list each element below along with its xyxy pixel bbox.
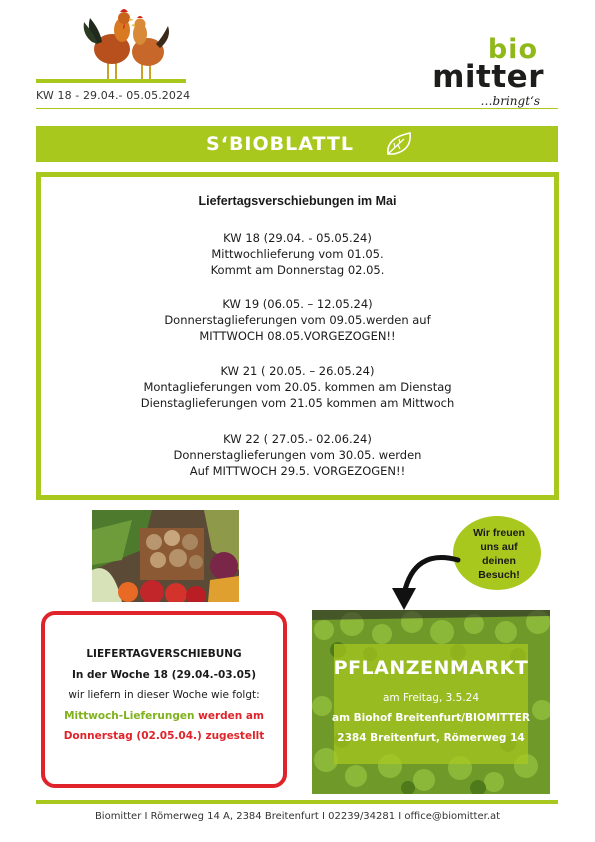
page-title: S‘BIOBLATTL [206, 133, 354, 155]
week-block-line: Auf MITTWOCH 29.5. VORGEZOGEN!! [189, 464, 406, 478]
week-block-line: Donnerstaglieferungen vom 09.05.werden auf [164, 313, 431, 327]
plant-market-address: 2384 Breitenfurt, Römerweg 14 [337, 732, 525, 744]
plant-market-title: PFLANZENMARKT [333, 657, 529, 679]
week-range-label: KW 18 - 29.04.- 05.05.2024 [36, 89, 191, 102]
plant-market-place: am Biohof Breitenfurt/BIOMITTER [331, 712, 531, 724]
week-block-line: KW 19 (06.05. – 12.05.24) [222, 297, 373, 311]
week-block-line: KW 21 ( 20.05. – 26.05.24) [220, 364, 375, 378]
logo-bio-text: bio [487, 34, 538, 65]
week-block-line: Donnerstaglieferungen vom 30.05. werden [173, 448, 422, 462]
plant-market-panel [312, 610, 550, 794]
notice-intro: wir liefern in dieser Woche wie folgt: [68, 689, 260, 701]
footer-divider [36, 800, 558, 804]
notice-green-text: Mittwoch-Lieferungen [64, 709, 195, 722]
speech-line: Wir freuen [473, 527, 525, 539]
speech-line: deinen [482, 555, 516, 567]
week-block [41, 230, 554, 278]
week-block-line: Montaglieferungen vom 20.05. kommen am Dienstag [143, 380, 452, 394]
week-block-line: KW 18 (29.04. - 05.05.24) [223, 231, 372, 245]
week-block-line: Dienstaglieferungen vom 21.05 kommen am Mittwoch [140, 396, 455, 410]
week-block [41, 363, 554, 411]
roosters-image [78, 4, 174, 82]
header-accent-line [36, 79, 186, 83]
week-block-line: Kommt am Donnerstag 02.05. [210, 263, 385, 277]
leaf-icon [384, 130, 414, 158]
week-block-line: MITTWOCH 08.05.VORGEZOGEN!! [199, 329, 396, 343]
notice-red-text: werden am [194, 709, 264, 722]
week-block-line: Mittwochlieferung vom 01.05. [211, 247, 384, 261]
speech-bubble-text [451, 526, 547, 582]
plant-market-date: am Freitag, 3.5.24 [382, 692, 480, 704]
footer-contact: Biomitter I Römerweg 14 A, 2384 Breitenfurt I 02239/34281 I office@biomitter.at [94, 811, 501, 822]
delivery-notice-box [41, 611, 287, 788]
notice-week: In der Woche 18 (29.04.-03.05) [71, 668, 257, 681]
speech-line: uns auf [480, 541, 518, 553]
week-block-line: KW 22 ( 27.05.- 02.06.24) [223, 432, 372, 446]
week-block [41, 296, 554, 344]
speech-bubble [451, 515, 547, 595]
title-bar [36, 126, 558, 162]
notice-highlight [45, 706, 283, 727]
week-block [41, 431, 554, 479]
notice-red-line: Donnerstag (02.05.04.) zugestellt [63, 730, 265, 742]
speech-line: Besuch! [478, 569, 520, 581]
curved-arrow-icon [384, 548, 464, 614]
delivery-notice-content [45, 644, 283, 747]
notice-title: LIEFERTAGVERSCHIEBUNG [86, 648, 242, 660]
logo-tagline: …bringt‘s [480, 94, 540, 108]
logo-mitter-text: mitter [432, 59, 544, 95]
vegetables-photo [92, 510, 239, 602]
delivery-changes-box [36, 172, 559, 500]
delivery-changes-heading: Liefertagsverschiebungen im Mai [198, 194, 397, 208]
biomitter-logo [432, 34, 558, 112]
